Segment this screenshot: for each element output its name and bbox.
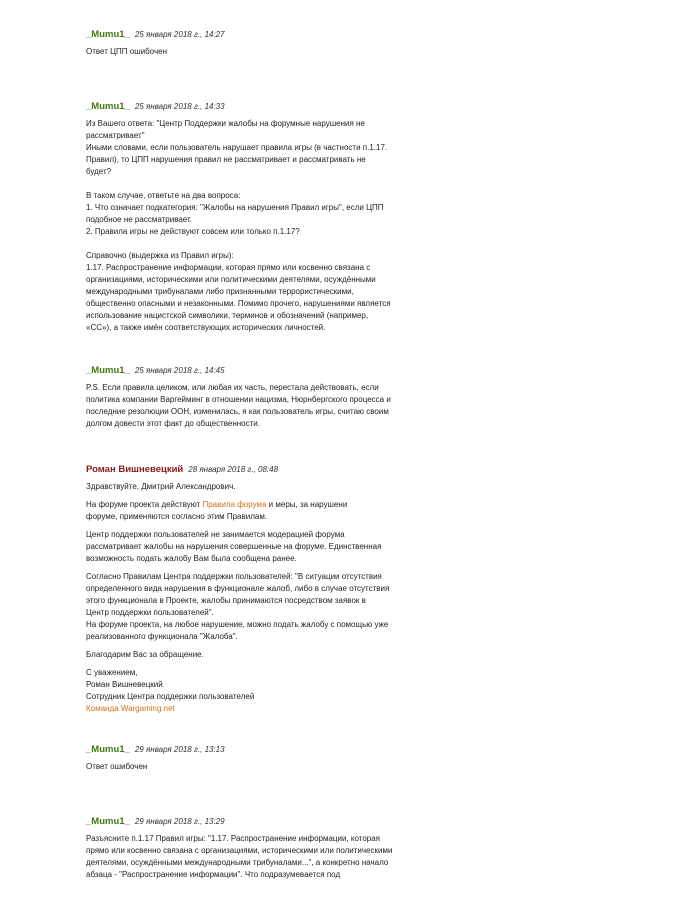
- staff-post: [86, 461, 416, 715]
- post-text-line: Центр поддержки пользователей".: [86, 608, 214, 617]
- post-text-line: 1.17. Распространение информации, которая прямо или косвенно связана с: [86, 263, 371, 272]
- post-text-line: общественно опасными и незаконными. Помимо прочего, нарушениями является: [86, 299, 391, 308]
- post-text-line: международными трибуналами либо признанными террористическими,: [86, 287, 354, 296]
- post-text-line: Из Вашего ответа: "Центр Поддержки жалобы на форумные нарушения не: [86, 119, 365, 128]
- post-text-line: будет?: [86, 167, 112, 176]
- post-text-line: организациями, историческими или политическими деятелями, осуждёнными: [86, 275, 376, 284]
- post-header: [86, 362, 416, 376]
- post-text-line: политика компании Варгейминг в отношении нацизма, Нюрнбергского процесса и: [86, 395, 391, 404]
- post-text-line: деятелями, осуждёнными международными трибуналами...", а конкретно начало: [86, 858, 389, 867]
- post-header: [86, 813, 416, 827]
- post-text-line: Центр поддержки пользователей не занимается модерацией форума: [86, 530, 345, 539]
- post-text-line: На форуме проекта, на любое нарушение, можно подать жалобу с помощью уже: [86, 620, 389, 629]
- post: [86, 26, 416, 58]
- post-author[interactable]: _Mumu1_: [86, 816, 130, 827]
- post-text-line: определенного вида нарушения в функционале жалоб, либо в случае отсутствия: [86, 584, 390, 593]
- post-text-line: Ответ ошибочен: [86, 762, 148, 771]
- signature-line: Роман Вишневецкий: [86, 680, 163, 689]
- post-author[interactable]: _Mumu1_: [86, 365, 130, 376]
- post-date: 29 января 2018 г., 13:13: [134, 745, 225, 754]
- forum-rules-link[interactable]: Правила форума: [202, 500, 267, 509]
- post-text-line: Согласно Правилам Центра поддержки пользователей: "В ситуации отсутствия: [86, 572, 382, 581]
- post-header: [86, 741, 416, 755]
- post-body: [86, 46, 416, 58]
- post: [86, 98, 416, 334]
- post-text-line: абзаца - "Распространение информации". Что подразумевается под: [86, 870, 341, 879]
- post-body: [86, 382, 416, 430]
- post-text-line: рассматривает жалобы на нарушения совершенные на форуме. Единственная: [86, 542, 382, 551]
- post-author[interactable]: _Mumu1_: [86, 101, 130, 112]
- post: [86, 741, 416, 773]
- post-text-line: Правил), то ЦПП нарушения правил не рассматривает и рассматривать не: [86, 155, 366, 164]
- post-text-line: 1. Что означает подкатегория: "Жалобы на нарушения Правил игры", если ЦПП: [86, 203, 384, 212]
- post-text-line: Ответ ЦПП ошибочен: [86, 47, 167, 56]
- signature-line: С уважением,: [86, 668, 138, 677]
- post-text-line: прямо или косвенно связана с организациями, историческими или политическими: [86, 846, 393, 855]
- wargaming-team-link[interactable]: Команда Wargaming.net: [86, 704, 175, 713]
- post-author[interactable]: Роман Вишневецкий: [86, 464, 184, 475]
- post-text-line: реализованного функционала "Жалоба".: [86, 632, 238, 641]
- post-text-line: возможность подать жалобу Вам была сообщена ранее.: [86, 554, 297, 563]
- post-header: [86, 26, 416, 40]
- signature-team-line: [86, 703, 416, 715]
- post-date: 25 января 2018 г., 14:45: [134, 366, 225, 375]
- post-text-line: этого функционала в Проекте, жалобы принимаются посредством заявок в: [86, 596, 366, 605]
- post-text-line: «СС»), а также имён соответствующих исторических личностей.: [86, 323, 326, 332]
- post-text-line: В таком случае, ответьте на два вопроса:: [86, 191, 241, 200]
- post-body: [86, 761, 416, 773]
- post-header: [86, 461, 416, 475]
- post-header: [86, 98, 416, 112]
- thanks-text: Благодарим Вас за обращение.: [86, 650, 204, 659]
- post: [86, 362, 416, 430]
- post-date: 25 января 2018 г., 14:33: [134, 102, 225, 111]
- post-author[interactable]: _Mumu1_: [86, 29, 130, 40]
- post-text-line: форуме, применяются согласно этим Правилам.: [86, 512, 268, 521]
- post-text-line: последние резолюции ООН, изменилась, я как пользователь игры, считаю своим: [86, 407, 389, 416]
- post-text-line: 2. Правила игры не действуют совсем или только п.1.17?: [86, 227, 300, 236]
- post-text-line: Справочно (выдержка из Правил игры):: [86, 251, 234, 260]
- post-text-line: долгом довести этот факт до общественности.: [86, 419, 260, 428]
- post-text-line: Разъясните п.1.17 Правил игры: "1.17. Распространение информации, которая: [86, 834, 381, 843]
- post-body: [86, 118, 416, 334]
- post-body: [86, 833, 416, 881]
- post-text-line: подобное не рассматривает.: [86, 215, 192, 224]
- post-author[interactable]: _Mumu1_: [86, 744, 130, 755]
- post-text-line: рассматривает": [86, 131, 145, 140]
- post-date: 25 января 2018 г., 14:27: [134, 30, 225, 39]
- greeting-text: Здравствуйте, Дмитрий Александрович.: [86, 482, 236, 491]
- post-date: 29 января 2018 г., 13:29: [134, 817, 225, 826]
- post-text-line: P.S. Если правила целиком, или любая их часть, перестала действовать, если: [86, 383, 379, 392]
- post-body: [86, 481, 416, 715]
- post-date: 28 января 2018 г., 08:48: [188, 465, 279, 474]
- post-text-line: На форуме проекта действуют Правила форума и меры, за нарушени: [86, 500, 348, 509]
- post-text-line: Иными словами, если пользователь нарушает правила игры (в частности п.1.17.: [86, 143, 388, 152]
- post: [86, 813, 416, 881]
- signature-line: Сотрудник Центра поддержки пользователей: [86, 692, 255, 701]
- post-text-line: использование нацистской символики, терминов и обозначений (например,: [86, 311, 369, 320]
